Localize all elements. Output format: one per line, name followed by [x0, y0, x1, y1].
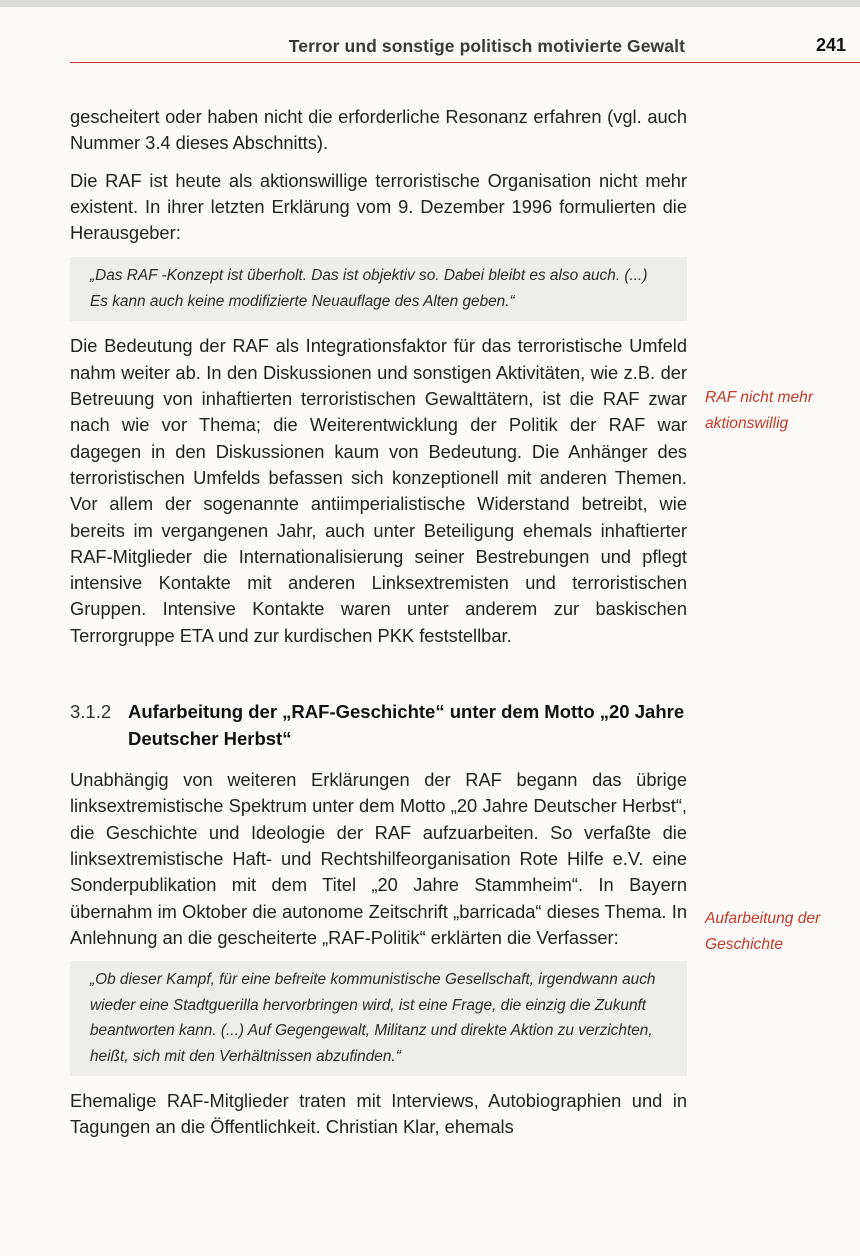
running-title: Terror und sonstige politisch motivierte Gewalt: [288, 36, 685, 56]
page-number: 241: [815, 35, 846, 55]
margin-note-2-line-2: Geschichte: [705, 936, 784, 953]
blockquote-1: „Das RAF -Konzept ist überholt. Das ist objektiv so. Dabei bleibt es also auch. (...) Es kann auch keine modifizierte Neuauflage des Alten geben.“: [70, 257, 687, 321]
blockquote-2: „Ob dieser Kampf, für eine befreite kommunistische Gesellschaft, irgendwann auch wieder eine Stadtguerilla hervorbringen wird, ist eine Frage, die einzig die Zukunft beantworten kann. (...) Auf Gegengewalt, Militanz und direkte Aktion zu verzichten, heißt, sich mit den Verhältnissen abzufinden.“: [70, 961, 687, 1076]
margin-note-1-line-1: RAF nicht mehr: [705, 389, 814, 406]
margin-note-1-line-2: aktionswillig: [705, 415, 789, 432]
paragraph-1: gescheitert oder haben nicht die erforderliche Resonanz erfahren (vgl. auch Nummer 3.4 dieses Abschnitts).: [70, 106, 687, 154]
section-title: Aufarbeitung der „RAF-Geschichte“ unter dem Motto „20 Jahre Deutscher Herbst“: [128, 701, 685, 749]
paragraph-5: Ehemalige RAF-Mitglieder traten mit Interviews, Autobiographien und in Tagungen an die Öffentlichkeit. Christian Klar, ehemals: [70, 1090, 687, 1138]
section-number: 3.1.2: [70, 701, 112, 723]
margin-note-raf-nicht-mehr-aktionswillig: [705, 385, 855, 437]
paragraph-4: Unabhängig von weiteren Erklärungen der RAF begann das übrige linksextremistische Spektrum unter dem Motto „20 Jahre Deutscher Herbst“, die Geschichte und Ideologie der RAF aufzuarbeiten. So verfaßte die linksextremistische Haft- und Rechtshilfeorganisation Rote Hilfe e.V. eine Sonderpublikation mit dem Titel „20 Jahre Stammheim“. In Bayern übernahm im Oktober die autonome Zeitschrift „barricada“ dieses Thema. In Anlehnung an die gescheiterte „RAF-Politik“ erklärten die Verfasser:: [70, 769, 687, 948]
paragraph-3: Die Bedeutung der RAF als Integrationsfaktor für das terroristische Umfeld nahm weiter ab. In den Diskussionen und sonstigen Aktivitäten, wie z.B. der Betreuung von inhaftierten terroristischen Gewalttätern, ist die RAF zwar nach wie vor Thema; die Weiterentwicklung der Politik der RAF war dagegen in den Diskussionen kaum von Bedeutung. Die Anhänger des terroristischen Umfelds befassen sich konzeptionell mit anderen Themen. Vor allem der sogenannte antiimperialistische Widerstand betreibt, wie bereits im vergangenen Jahr, auch unter Beteiligung ehemals inhaftierter RAF-Mitglieder die Internationalisierung seiner Bestrebungen und pflegt intensive Kontakte mit anderen Linksextremisten und terroristischen Gruppen. Intensive Kontakte waren unter anderem zur baskischen Terrorgruppe ETA und zur kurdischen PKK feststellbar.: [70, 335, 687, 646]
running-header: [70, 34, 860, 63]
paragraph-2: Die RAF ist heute als aktionswillige terroristische Organisation nicht mehr existent. In ihrer letzten Erklärung vom 9. Dezember 1996 formulierten die Herausgeber:: [70, 169, 687, 244]
margin-note-aufarbeitung-der-geschichte: [705, 906, 855, 958]
section-heading: [70, 699, 687, 752]
page-top-edge: [0, 0, 860, 7]
margin-note-2-line-1: Aufarbeitung der: [705, 910, 821, 927]
main-text-column: [70, 104, 687, 1141]
